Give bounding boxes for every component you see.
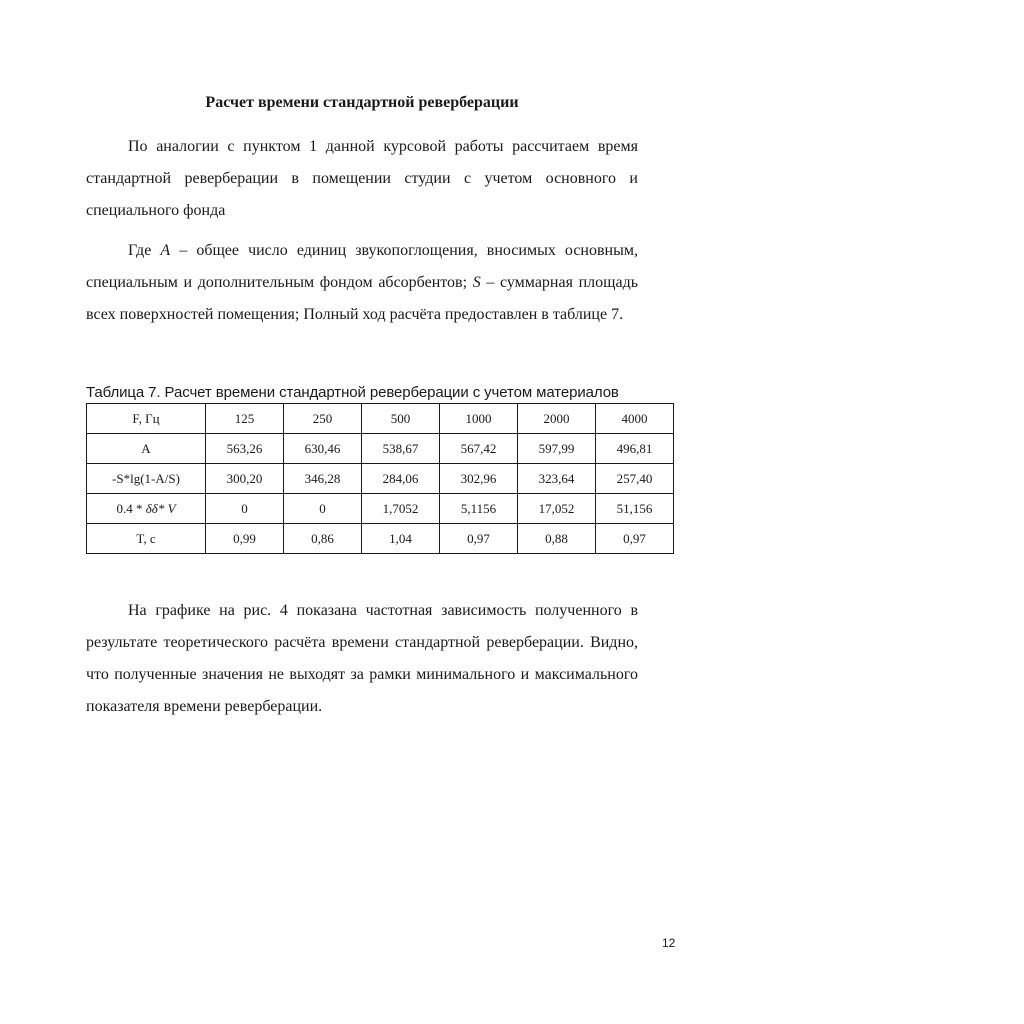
variable-s: S (472, 274, 481, 291)
table-cell: 0,86 (284, 524, 362, 554)
variable-a: A (160, 242, 171, 259)
table-cell: 0,97 (440, 524, 518, 554)
table-cell: 302,96 (440, 464, 518, 494)
table-cell: 323,64 (518, 464, 596, 494)
table-header-cell: 4000 (596, 404, 674, 434)
table-header-cell: 125 (206, 404, 284, 434)
table-cell: 630,46 (284, 434, 362, 464)
table-cell: 538,67 (362, 434, 440, 464)
paragraph-intro: По аналогии с пунктом 1 данной курсовой работы рассчитаем время стандартной реверберации в помещении студии с учетом основного и специального фонда (86, 138, 638, 219)
paragraph-conclusion: На графике на рис. 4 показана частотная зависимость полученного в результате теоретического расчёта времени стандартной реверберации. Видно, что полученные значения не выходят за рамки минимального и максимального показателя времени реверберации. (86, 602, 638, 715)
table-cell: 51,156 (596, 494, 674, 524)
table-cell: 1,7052 (362, 494, 440, 524)
table-cell: 597,99 (518, 434, 596, 464)
paragraph-definitions (86, 235, 638, 331)
table-header-cell: 250 (284, 404, 362, 434)
table-row (87, 524, 674, 554)
table-row (87, 434, 674, 464)
table-cell: 0,88 (518, 524, 596, 554)
table-cell: 5,1156 (440, 494, 518, 524)
table-row-label-italic: δδ* V (145, 500, 176, 516)
table-row-label: -S*lg(1-A/S) (87, 464, 206, 494)
section-heading: Расчет времени стандартной реверберации (205, 94, 519, 111)
table-header-cell: 500 (362, 404, 440, 434)
table-row-label: T, c (87, 524, 206, 554)
table-caption: Таблица 7. Расчет времени стандартной реверберации с учетом материалов (86, 384, 619, 401)
table-cell: 0,99 (206, 524, 284, 554)
table-row-label (87, 494, 206, 524)
table-row (87, 494, 674, 524)
table-header-label: F, Гц (87, 404, 206, 434)
paragraph-definitions-text-2: – общее число единиц звукопоглощения, вносимых основным, специальным и дополнительным фондом абсорбентов; (86, 242, 638, 291)
paragraph-definitions-text-3: – суммарная площадь всех поверхностей помещения; Полный ход расчёта предоставлен в таблице 7. (86, 274, 639, 323)
reverberation-table (86, 403, 674, 554)
table-cell: 0,97 (596, 524, 674, 554)
table-cell: 1,04 (362, 524, 440, 554)
table-header-row (87, 404, 674, 434)
table-row-label-prefix: 0.4 * (116, 500, 146, 516)
table-header-cell: 2000 (518, 404, 596, 434)
table-cell: 346,28 (284, 464, 362, 494)
table-header-cell: 1000 (440, 404, 518, 434)
page-number: 12 (662, 936, 676, 950)
table-cell: 17,052 (518, 494, 596, 524)
table-row (87, 464, 674, 494)
table-cell: 567,42 (440, 434, 518, 464)
table-row-label: A (87, 434, 206, 464)
table-cell: 496,81 (596, 434, 674, 464)
paragraph-definitions-text-1: Где (128, 242, 161, 259)
table-cell: 563,26 (206, 434, 284, 464)
table-cell: 284,06 (362, 464, 440, 494)
table-cell: 300,20 (206, 464, 284, 494)
table-cell: 0 (284, 494, 362, 524)
table-cell: 0 (206, 494, 284, 524)
table-cell: 257,40 (596, 464, 674, 494)
